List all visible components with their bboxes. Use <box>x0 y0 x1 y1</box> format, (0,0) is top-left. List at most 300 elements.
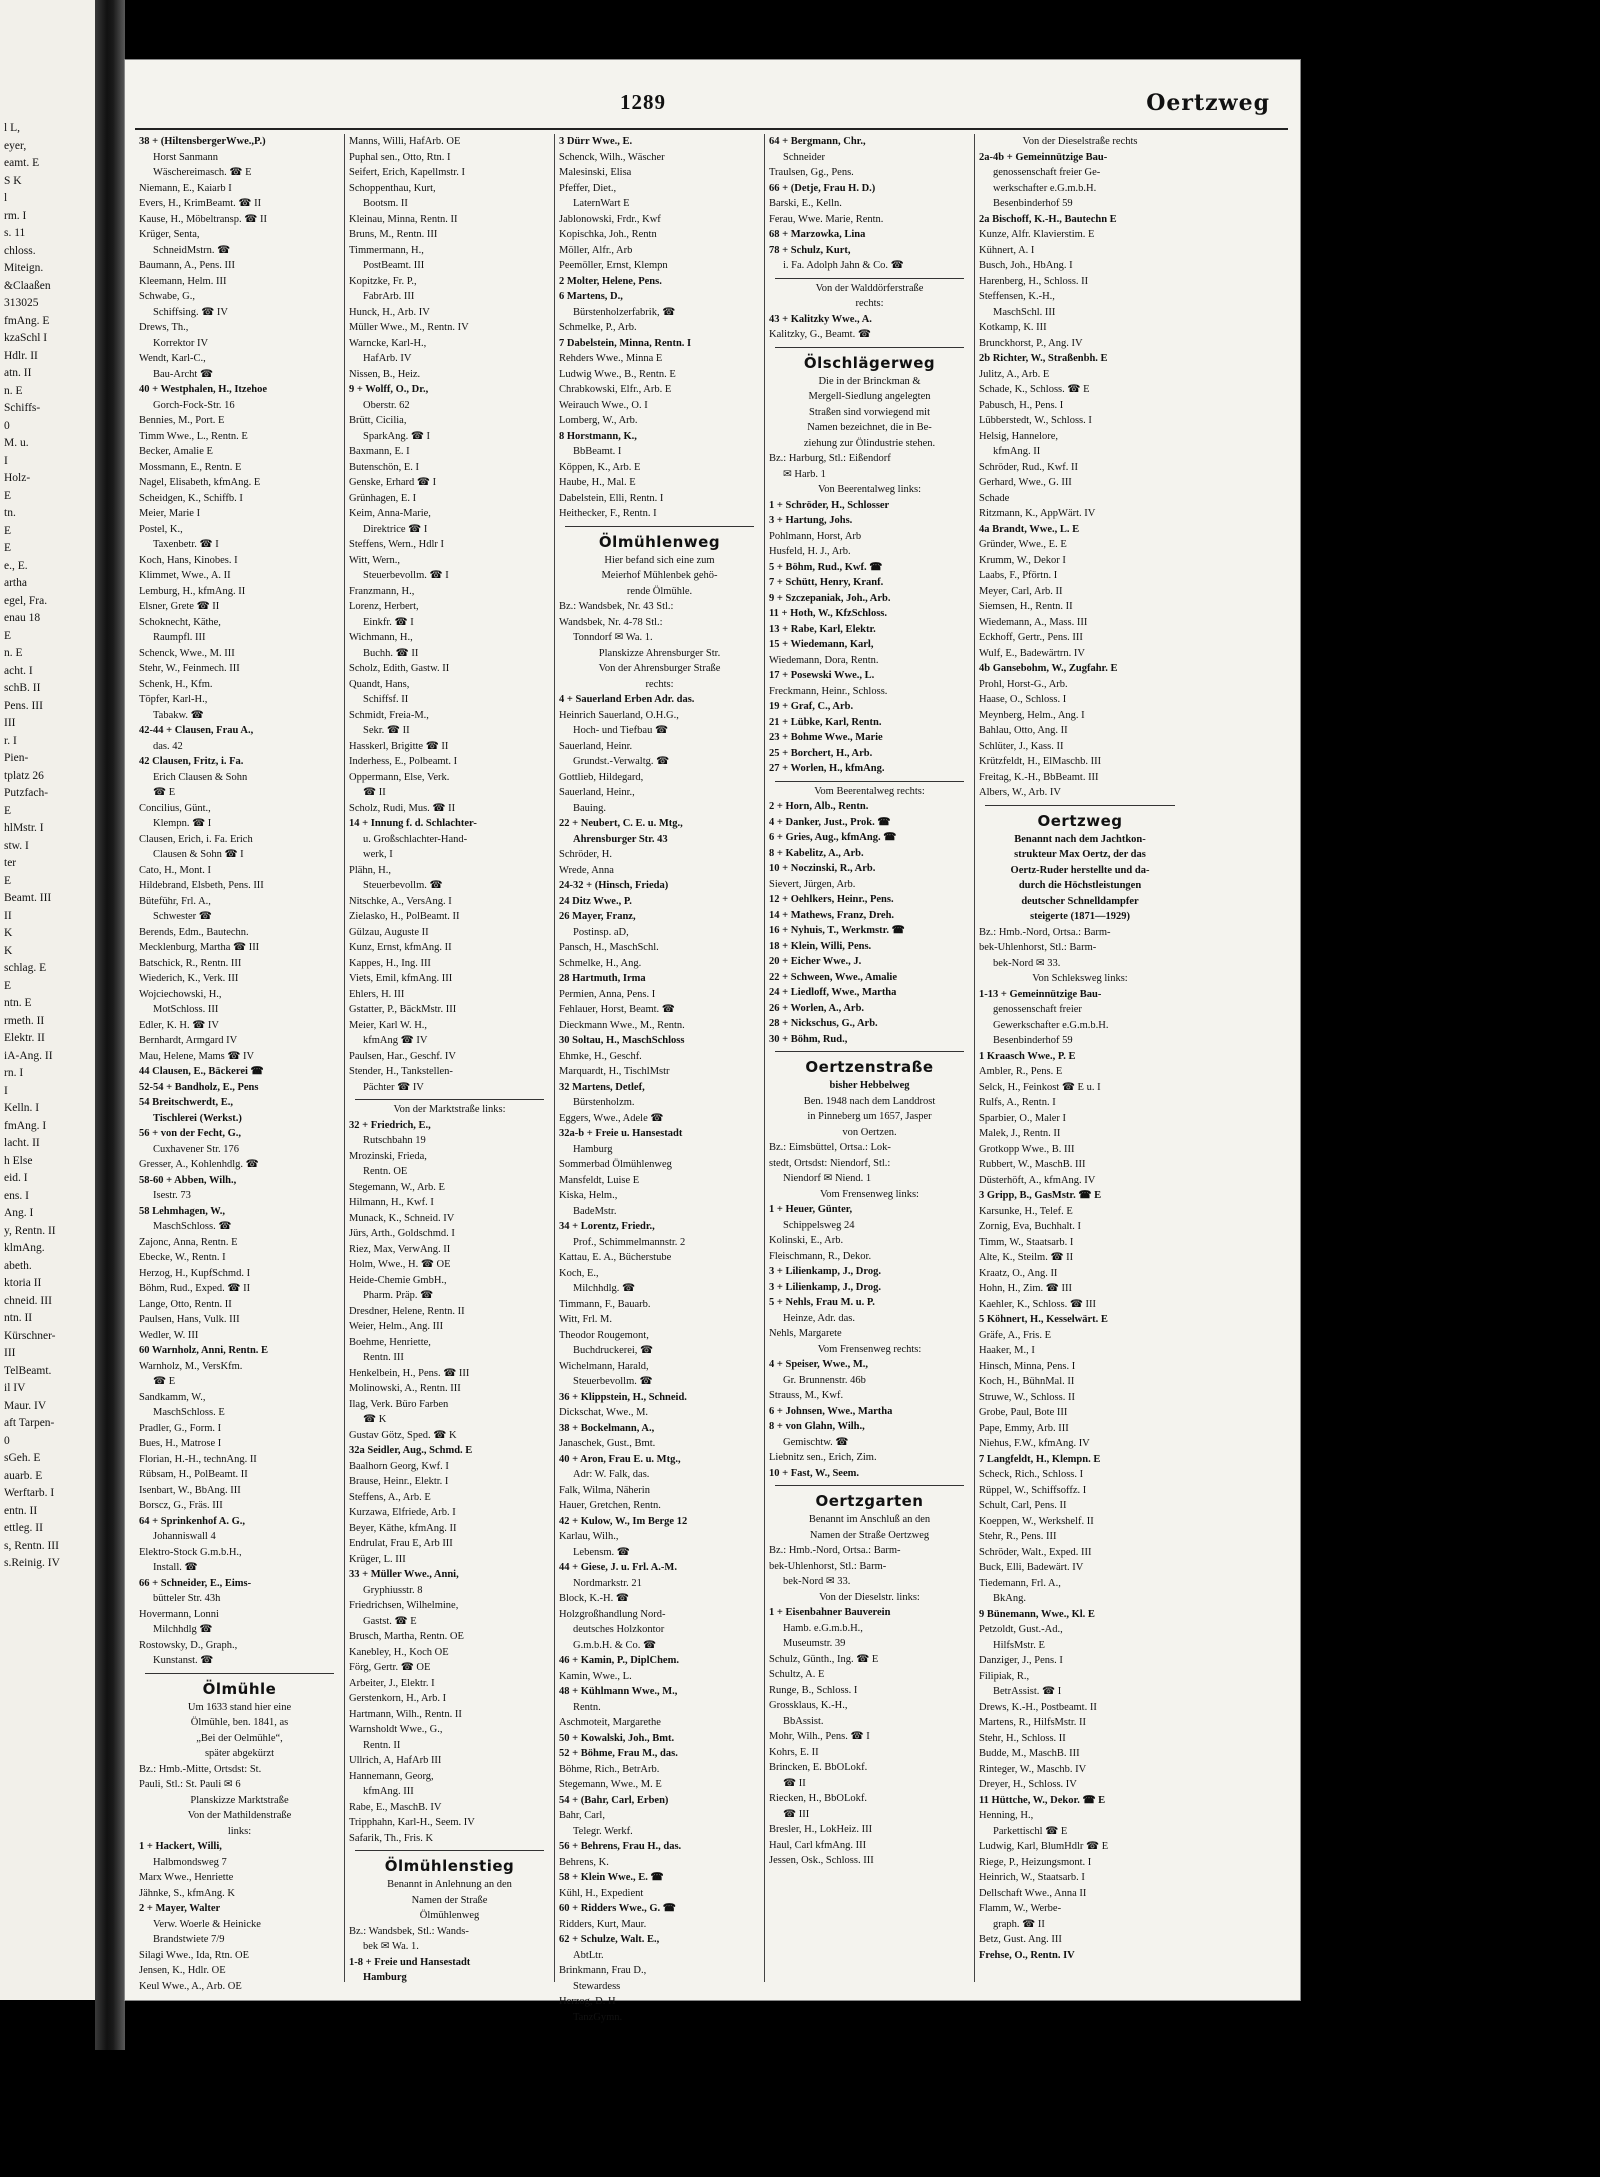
address-entry-header: 4 + Speiser, Wwe., M., <box>769 1359 869 1370</box>
section-divider <box>775 781 964 782</box>
directory-entry: Kühnert, A. I <box>979 244 1035 256</box>
address-entry-header: 26 + Worlen, A., Arb. <box>769 1002 865 1014</box>
directory-entry: Bz.: Wandsbek, Nr. 43 Stl.: <box>559 601 674 612</box>
directory-entry: kfmAng. III <box>363 1786 414 1797</box>
left-page-line: auarb. E <box>4 1469 43 1482</box>
directory-entry: Riecken, H., BbOLokf. <box>769 1793 867 1804</box>
left-page-line: stw. I <box>4 839 29 852</box>
directory-entry: Benannt im Anschluß an den <box>808 1514 931 1525</box>
directory-entry: Mau, Helene, Mams ☎ IV <box>139 1050 255 1062</box>
address-entry-header: 32 Martens, Detlef, <box>559 1081 645 1093</box>
directory-entry: Isestr. 73 <box>153 1190 191 1201</box>
directory-entry: Laabs, F., Pförtn. I <box>979 570 1058 581</box>
left-page-line: eyer, <box>4 139 27 152</box>
directory-entry: Weirauch Wwe., O. I <box>559 399 648 411</box>
address-entry-header: durch die Höchstleistungen <box>1018 880 1142 891</box>
directory-page <box>125 60 1300 2023</box>
left-page-line: Hdlr. II <box>4 349 38 362</box>
address-entry-header: 6 Martens, D., <box>559 291 623 302</box>
directory-entry: Einkfr. ☎ I <box>363 616 414 628</box>
directory-entry: Bues, H., Matrose I <box>139 1438 222 1449</box>
directory-entry: Karlau, Wilh., <box>559 1531 619 1542</box>
left-page-line: n. E <box>4 384 23 397</box>
directory-entry: Planskizze Ahrensburger Str. <box>598 647 721 659</box>
address-entry-header: Ahrensburger Str. 43 <box>573 833 668 845</box>
left-page-line: ens. I <box>4 1189 29 1202</box>
address-entry-header: 7 + Schütt, Henry, Kranf. <box>769 577 884 588</box>
directory-entry: Henning, H., <box>979 1810 1034 1821</box>
directory-entry: Von Beerentalweg links: <box>817 484 922 495</box>
section-divider <box>775 1051 964 1052</box>
directory-entry: Rubbert, W., MaschB. III <box>979 1159 1086 1170</box>
directory-entry: bek-Uhlenhorst, Stl.: Barm- <box>979 942 1097 953</box>
directory-entry: Nitschke, A., VersAng. I <box>349 895 452 907</box>
directory-entry: Schenk, H., Kfm. <box>139 678 213 690</box>
directory-entry: Bernhardt, Armgard IV <box>139 1035 238 1046</box>
left-page-line: S K <box>4 174 22 187</box>
street-title: Oertzweg <box>1037 811 1123 830</box>
left-page-line: ntn. II <box>4 1312 33 1324</box>
directory-entry: rechts: <box>645 678 674 690</box>
directory-entry: Brunckhorst, P., Ang. IV <box>979 337 1083 349</box>
directory-entry: Scholz, Edith, Gastw. II <box>349 663 450 674</box>
directory-entry: ☎ K <box>363 1414 387 1425</box>
left-page-line: tplatz 26 <box>4 769 44 782</box>
directory-entry: rechts: <box>855 298 884 309</box>
address-entry-header: 22 + Schween, Wwe., Amalie <box>769 971 897 983</box>
directory-entry: Benannt in Anlehnung an den <box>387 1879 512 1890</box>
left-page-line: Maur. IV <box>4 1399 47 1412</box>
directory-entry: Freitag, K.-H., BbBeamt. III <box>979 771 1099 783</box>
left-page-line: s.Reinig. IV <box>4 1557 60 1569</box>
address-entry-header: 38 + (HiltensbergerWwe.,P.) <box>139 136 266 147</box>
directory-entry: Zornig, Eva, Buchhalt. I <box>979 1221 1082 1232</box>
directory-entry: werk, I <box>363 849 393 860</box>
directory-entry: Puphal sen., Otto, Rtn. I <box>349 151 451 163</box>
address-entry-header: 1 + Schröder, H., Schlosser <box>769 499 890 511</box>
directory-entry: Niendorf ✉ Niend. 1 <box>783 1173 872 1184</box>
directory-entry: Direktrice ☎ I <box>363 523 428 535</box>
directory-entry: BetrAssist. ☎ I <box>993 1686 1062 1697</box>
directory-entry: Sauerland, Heinr., <box>559 787 635 798</box>
address-entry-header: 32a-b + Freie u. Hansestadt <box>559 1128 683 1139</box>
directory-entry: Parkettischl ☎ E <box>993 1825 1068 1837</box>
left-page-line: chloss. <box>4 244 36 257</box>
directory-entry: bek-Nord ✉ 33. <box>783 1576 851 1587</box>
address-entry-header: steigerte (1871—1929) <box>1029 911 1130 922</box>
directory-entry: Rostowsky, D., Graph., <box>139 1639 238 1651</box>
left-page-line: rmeth. II <box>4 1014 45 1027</box>
directory-entry: Prohl, Horst-G., Arb. <box>979 678 1068 690</box>
directory-entry: Scheidgen, K., Schiffb. I <box>139 492 243 504</box>
directory-entry: Wiedemann, A., Mass. III <box>979 616 1088 628</box>
directory-entry: TanzGymn. <box>573 2011 623 2023</box>
address-entry-header: 6 + Gries, Aug., kfmAng. ☎ <box>769 832 897 843</box>
directory-entry: G.m.b.H. & Co. ☎ <box>573 1639 657 1651</box>
left-page-line: kzaSchl I <box>4 332 48 344</box>
directory-entry: Ben. 1948 nach dem Landdrost <box>803 1095 936 1107</box>
directory-entry: Ludwig Wwe., B., Rentn. E <box>559 368 676 380</box>
directory-entry: Milchhdlg. ☎ <box>573 1283 636 1294</box>
directory-entry: Jessen, Osk., Schloss. III <box>769 1855 874 1866</box>
address-entry-header: 56 + von der Fecht, G., <box>139 1128 242 1139</box>
section-divider <box>355 1850 544 1851</box>
directory-entry: Mecklenburg, Martha ☎ III <box>139 942 260 953</box>
left-page-line: Kürschner- <box>4 1329 56 1342</box>
directory-entry: Schenck, Wwe., M. III <box>139 647 235 659</box>
directory-entry: Jähnke, S., kfmAng. K <box>139 1887 235 1899</box>
section-divider <box>355 1099 544 1100</box>
address-entry-header: 3 Dürr Wwe., E. <box>559 136 633 147</box>
address-entry-header: 4 + Danker, Just., Prok. ☎ <box>769 816 891 828</box>
directory-entry: Cato, H., Mont. I <box>139 864 212 876</box>
left-page-line: ettleg. II <box>4 1522 43 1534</box>
address-entry-header: 3 + Lilienkamp, J., Drog. <box>769 1266 881 1277</box>
directory-entry: Krüger, L. III <box>349 1553 406 1565</box>
directory-entry: Kause, H., Möbeltransp. ☎ II <box>139 213 267 225</box>
directory-entry: Klimmet, Wwe., A. II <box>139 570 231 581</box>
directory-entry: Von der Mathildenstraße <box>187 1810 292 1821</box>
directory-entry: Namen bezeichnet, die in Be- <box>807 422 932 433</box>
directory-entry: Die in der Brinckman & <box>818 375 921 387</box>
directory-entry: Warncke, Karl-H., <box>349 337 427 349</box>
directory-entry: Korrektor IV <box>153 337 209 349</box>
address-entry-header: 28 + Nickschus, G., Arb. <box>769 1018 878 1029</box>
directory-entry: Genske, Erhard ☎ I <box>349 477 437 488</box>
directory-entry: Nagel, Elisabeth, kfmAng. E <box>139 477 261 488</box>
address-entry-header: 1-13 + Gemeinnützige Bau- <box>979 988 1102 1000</box>
left-page-line: sGeh. E <box>4 1452 41 1464</box>
directory-entry: Haul, Carl kfmAng. III <box>769 1839 867 1851</box>
running-header-street: Oertzweg <box>1146 90 1270 116</box>
street-title: Oertzgarten <box>815 1492 924 1510</box>
directory-entry: Hovermann, Lonni <box>139 1608 219 1620</box>
directory-entry: Warnsholdt Wwe., G., <box>349 1724 443 1735</box>
directory-entry: Keim, Anna-Marie, <box>349 508 431 519</box>
directory-entry: Brusch, Martha, Rentn. OE <box>349 1631 464 1642</box>
left-page-line: klmAng. <box>4 1242 45 1254</box>
left-page-line: M. u. <box>4 437 29 449</box>
directory-entry: Ridders, Kurt, Maur. <box>559 1918 647 1930</box>
directory-entry: Stehr, R., Pens. III <box>979 1531 1057 1542</box>
left-page-line: II <box>4 909 12 922</box>
directory-entry: Besenbinderhof 59 <box>993 1035 1073 1046</box>
directory-entry: Dieckmann Wwe., M., Rentn. <box>559 1019 685 1031</box>
directory-entry: Tiedemann, Frl. A., <box>979 1577 1061 1589</box>
address-entry-header: 8 + Kabelitz, A., Arb. <box>769 847 864 859</box>
directory-entry: ☎ II <box>363 787 386 798</box>
directory-entry: Paulsen, Hans, Vulk. III <box>139 1314 240 1325</box>
directory-entry: Warnholz, M., VersKfm. <box>139 1360 243 1372</box>
left-page-line: iA-Ang. II <box>4 1049 53 1062</box>
directory-entry: Mergell-Siedlung angelegten <box>808 391 931 402</box>
address-entry-header: 64 + Bergmann, Chr., <box>769 136 866 147</box>
directory-entry: Postinsp. aD, <box>573 926 629 938</box>
address-entry-header: 3 Gripp, B., GasMstr. ☎ E <box>979 1190 1102 1201</box>
directory-entry: Kleinau, Minna, Rentn. II <box>349 213 458 225</box>
directory-entry: Schade <box>979 492 1010 504</box>
directory-entry: Hilmann, H., Kwf. I <box>349 1197 434 1208</box>
directory-entry: Edler, K. H. ☎ IV <box>139 1019 220 1031</box>
directory-entry: MotSchloss. III <box>153 1004 219 1015</box>
directory-entry: Nehls, Margarete <box>769 1328 842 1339</box>
column-5 <box>975 134 1185 1982</box>
left-page-line: y, Rentn. II <box>4 1224 56 1237</box>
address-entry-header: 40 + Aron, Frau E. u. Mtg., <box>559 1453 681 1465</box>
directory-entry: Bauing. <box>573 802 606 814</box>
directory-entry: Permien, Anna, Pens. I <box>559 988 656 1000</box>
address-entry-header: 28 Hartmuth, Irma <box>559 973 646 984</box>
directory-entry: Stender, H., Tankstellen- <box>349 1066 453 1077</box>
directory-entry: Cuxhavener Str. 176 <box>153 1143 240 1155</box>
directory-entry: AbtLtr. <box>573 1949 604 1961</box>
left-page-line: ntn. E <box>4 997 32 1009</box>
address-entry-header: 78 + Schulz, Kurt, <box>769 244 851 256</box>
directory-entry: Janaschek, Gust., Bmt. <box>559 1438 656 1449</box>
directory-entry: Gerhard, Wwe., G. III <box>979 477 1072 488</box>
directory-entry: Sievert, Jürgen, Arb. <box>769 878 856 890</box>
directory-entry: Selck, H., Feinkost ☎ E u. I <box>979 1081 1101 1093</box>
directory-entry: Witt, Frl. M. <box>559 1314 612 1325</box>
left-page-line: 0 <box>4 419 10 432</box>
directory-entry: Haube, H., Mal. E <box>559 477 636 488</box>
directory-entry: Plähn, H., <box>349 864 391 876</box>
directory-entry: Vom Beerentalweg rechts: <box>814 785 925 797</box>
address-entry-header: 30 Soltau, H., MaschSchloss <box>559 1035 685 1046</box>
directory-entry: Rentn. <box>573 1701 601 1713</box>
address-entry-header: 23 + Bohme Wwe., Marie <box>769 732 883 743</box>
directory-entry: Bootsm. II <box>363 198 408 209</box>
directory-entry: Von der Dieselstr. links: <box>819 1591 920 1603</box>
directory-entry: Holm, Wwe., H. ☎ OE <box>349 1259 451 1270</box>
directory-entry: Kappes, H., Ing. III <box>349 957 431 969</box>
directory-entry: das. 42 <box>153 740 183 752</box>
left-page-line: eamt. E <box>4 157 40 169</box>
directory-entry: Mossmann, E., Rentn. E <box>139 461 242 473</box>
directory-entry: HilfsMstr. E <box>993 1639 1045 1651</box>
directory-entry: Fehlauer, Horst, Beamt. ☎ <box>559 1004 675 1015</box>
address-entry-header: 1 + Eisenbahner Bauverein <box>769 1607 891 1618</box>
directory-entry: Ebecke, W., Rentn. I <box>139 1252 226 1263</box>
directory-entry: BadeMstr. <box>573 1205 617 1217</box>
directory-entry: Krützfeldt, H., ElMaschb. III <box>979 756 1102 767</box>
directory-entry: Clausen & Sohn ☎ I <box>153 849 244 860</box>
directory-entry: Lomberg, W., Arb. <box>559 415 638 426</box>
directory-entry: Install. ☎ <box>153 1562 198 1573</box>
directory-entry: FabrArb. III <box>363 291 415 302</box>
street-title: Ölschlägerweg <box>803 353 936 372</box>
address-entry-header: 66 + Schneider, E., Eims- <box>139 1577 252 1589</box>
left-page-line: rn. I <box>4 1067 24 1079</box>
left-page-line: E <box>4 542 12 554</box>
column-1 <box>135 134 345 1992</box>
directory-entry: graph. ☎ II <box>993 1918 1045 1930</box>
directory-entry: ☎ III <box>783 1808 810 1820</box>
directory-entry: Ehmke, H., Geschf. <box>559 1050 642 1062</box>
address-entry-header: 24 Ditz Wwe., P. <box>559 895 632 907</box>
directory-entry: Pohlmann, Horst, Arb <box>769 530 862 542</box>
directory-entry: Lange, Otto, Rentn. II <box>139 1298 232 1310</box>
address-entry-header: Tischlerei (Werkst.) <box>153 1112 242 1124</box>
directory-entry: Rentn. II <box>363 1739 401 1751</box>
address-entry-header: 66 + (Detje, Frau H. D.) <box>769 182 876 194</box>
directory-entry: Jürs, Arth., Goldschmd. I <box>349 1228 455 1239</box>
directory-entry: Baalhorn Georg, Kwf. I <box>349 1460 449 1472</box>
address-entry-header: 22 + Neubert, C. E. u. Mtg., <box>559 818 683 829</box>
directory-entry: Weier, Helm., Ang. III <box>349 1321 444 1332</box>
directory-entry: Kanebley, H., Koch OE <box>349 1646 449 1658</box>
directory-entry: Dabelstein, Elli, Rentn. I <box>559 492 664 504</box>
address-entry-header: 11 + Hoth, W., KfzSchloss. <box>769 608 888 619</box>
directory-entry: Gresser, A., Kohlenhdlg. ☎ <box>139 1159 259 1170</box>
directory-entry: Gerstenkorn, H., Arb. I <box>349 1693 447 1704</box>
directory-entry: Gemischtw. ☎ <box>783 1436 849 1448</box>
directory-entry: Isenbart, W., BbAng. III <box>139 1484 241 1496</box>
address-entry-header: 26 Mayer, Franz, <box>559 911 636 922</box>
left-page-line: h Else <box>4 1154 33 1167</box>
directory-entry: MaschSchloss. E <box>153 1407 225 1418</box>
directory-entry: Stewardess <box>573 1980 621 1992</box>
directory-entry: Krumm, W., Dekor I <box>979 554 1066 566</box>
directory-entry: Eckhoff, Gertr., Pens. III <box>979 632 1083 643</box>
directory-entry: Riez, Max, VerwAng. II <box>349 1243 451 1255</box>
address-entry-header: 25 + Borchert, H., Arb. <box>769 747 873 759</box>
address-entry-header: 2 Molter, Helene, Pens. <box>559 275 662 287</box>
address-entry-header: strukteur Max Oertz, der das <box>1014 849 1146 860</box>
address-entry-header: 24-32 + (Hinsch, Frieda) <box>559 880 669 891</box>
directory-entry: Möller, Alfr., Arb <box>559 244 633 256</box>
directory-entry: Schoppenthau, Kurt, <box>349 182 436 194</box>
directory-entry: Stegemann, Wwe., M. E <box>559 1779 662 1790</box>
directory-entry: Schmelke, P., Arb. <box>559 322 637 333</box>
left-page-line: ter <box>4 857 17 869</box>
address-entry-header: 48 + Kühlmann Wwe., M., <box>559 1686 678 1697</box>
directory-entry: Baxmann, E. I <box>349 446 410 457</box>
directory-entry: Pächter ☎ IV <box>363 1081 424 1093</box>
directory-entry: Timmann, F., Bauarb. <box>559 1298 651 1310</box>
left-page-line: E <box>4 804 12 817</box>
directory-entry: Aschmoteit, Margarethe <box>559 1717 661 1728</box>
left-page-line: Elektr. II <box>4 1032 45 1044</box>
address-entry-header: 52 + Böhme, Frau M., das. <box>559 1748 678 1759</box>
directory-entry: Schultz, A. E <box>769 1669 825 1680</box>
directory-entry: Ambler, R., Pens. E <box>979 1066 1063 1077</box>
directory-entry: Oberstr. 62 <box>363 399 410 411</box>
directory-entry: Bürstenholzm. <box>573 1097 635 1108</box>
directory-entry: genossenschaft freier <box>993 1004 1082 1015</box>
directory-entry: Lemburg, H., kfmAng. II <box>139 585 246 597</box>
directory-entry: Wiederich, K., Verk. III <box>139 973 239 984</box>
directory-entry: Henkelbein, H., Pens. ☎ III <box>349 1367 470 1379</box>
directory-entry: Paulsen, Har., Geschf. IV <box>349 1050 457 1062</box>
left-page-line: atn. II <box>4 367 32 379</box>
directory-entry: Mansfeldt, Luise E <box>559 1174 640 1186</box>
directory-entry: Oppermann, Else, Verk. <box>349 771 450 783</box>
directory-entry: Elektro-Stock G.m.b.H., <box>139 1546 242 1558</box>
section-divider <box>775 278 964 279</box>
directory-entry: Sparbier, O., Maler I <box>979 1112 1067 1124</box>
directory-entry: Barski, E., Kelln. <box>769 198 842 209</box>
directory-entry: Wiedemann, Dora, Rentn. <box>769 654 879 666</box>
directory-entry: Bz.: Wandsbek, Stl.: Wands- <box>349 1925 469 1937</box>
address-entry-header: 4b Gansebohm, W., Zugfahr. E <box>979 663 1118 674</box>
address-entry-header: 7 Langfeldt, H., Klempn. E <box>979 1453 1101 1465</box>
directory-entry: Molinowski, A., Rentn. III <box>349 1383 461 1394</box>
address-entry-header: Frehse, O., Rentn. IV <box>979 1949 1075 1961</box>
directory-entry: Franzmann, H., <box>349 585 415 597</box>
directory-entry: Meier, Marie I <box>139 508 201 519</box>
columns <box>135 134 1290 2023</box>
directory-entry: Bahr, Carl, <box>559 1810 605 1821</box>
directory-entry: Schmelke, H., Ang. <box>559 957 642 969</box>
left-page-line: aft Tarpen- <box>4 1417 55 1429</box>
column-4 <box>765 134 975 1982</box>
directory-entry: Brincken, E. BbOLokf. <box>769 1762 868 1773</box>
directory-entry: Zajonc, Anna, Rentn. E <box>139 1236 238 1248</box>
directory-entry: Berends, Edm., Bautechn. <box>139 926 249 938</box>
address-entry-header: 6 + Johnsen, Wwe., Martha <box>769 1405 893 1417</box>
directory-entry: Wandsbek, Nr. 4-78 Stl.: <box>559 616 663 628</box>
directory-entry: Pansch, H., MaschSchl. <box>559 942 659 953</box>
directory-entry: Chrabkowski, Elfr., Arb. E <box>559 384 672 395</box>
directory-entry: Hunck, H., Arb. IV <box>349 306 430 318</box>
address-entry-header: 30 + Böhm, Rud., <box>769 1033 848 1045</box>
directory-entry: Böhme, Rich., BetrArb. <box>559 1763 660 1775</box>
directory-entry: Von der Ahrensburger Straße <box>598 663 721 674</box>
directory-entry: Timm Wwe., L., Rentn. E <box>139 430 248 442</box>
directory-entry: Struwe, W., Schloss. II <box>979 1391 1075 1403</box>
directory-entry: Kamin, Wwe., L. <box>559 1670 632 1682</box>
directory-entry: BbAssist. <box>783 1715 824 1727</box>
directory-entry: Albers, W., Arb. IV <box>979 787 1061 798</box>
directory-entry: Herzog, H., KupfSchmd. I <box>139 1267 251 1279</box>
directory-entry: Heinrich Sauerland, O.H.G., <box>559 709 679 721</box>
directory-entry: Dreyer, H., Schloss. IV <box>979 1779 1077 1790</box>
left-page-line: I <box>4 1084 8 1097</box>
address-entry-header: 16 + Nyhuis, T., Werkmstr. ☎ <box>769 925 905 936</box>
directory-entry: Sommerbad Ölmühlenweg <box>559 1159 672 1170</box>
left-page-line: Schiffs- <box>4 402 41 414</box>
left-page-line: il IV <box>4 1382 26 1394</box>
directory-entry: Kunz, Ernst, kfmAng. II <box>349 942 452 953</box>
address-entry-header: 3 + Lilienkamp, J., Drog. <box>769 1281 881 1293</box>
section-divider <box>985 805 1175 806</box>
directory-entry: Alte, K., Steilm. ☎ II <box>979 1252 1074 1263</box>
directory-entry: Drews, Th., <box>139 322 189 333</box>
address-entry-header: 58 Lehmhagen, W., <box>139 1205 226 1217</box>
address-entry-header: 10 + Fast, W., Seem. <box>769 1467 859 1479</box>
address-entry-header: 19 + Graf, C., Arb. <box>769 701 854 712</box>
directory-entry: Rentn. III <box>363 1352 404 1363</box>
directory-entry: Heithecker, F., Rentn. I <box>559 508 657 519</box>
directory-entry: Petzoldt, Gust.-Ad., <box>979 1624 1063 1635</box>
address-entry-header: 9 + Wolff, O., Dr., <box>349 384 429 395</box>
directory-entry: BbBeamt. I <box>573 446 622 457</box>
left-page-line: Kelln. I <box>4 1102 40 1114</box>
left-page-line: schB. II <box>4 682 41 694</box>
directory-entry: Seifert, Erich, Kapellmstr. I <box>349 167 466 178</box>
street-title: Ölmühlenstieg <box>384 1857 515 1875</box>
directory-entry: Behrens, K. <box>559 1856 609 1868</box>
directory-entry: Düsterhöft, A., kfmAng. IV <box>979 1174 1096 1186</box>
directory-entry: kfmAng ☎ IV <box>363 1035 428 1046</box>
left-page-line: 0 <box>4 1434 10 1447</box>
directory-entry: Harenberg, H., Schloss. II <box>979 275 1089 287</box>
directory-entry: Namen der Straße Oertzweg <box>809 1529 930 1541</box>
directory-entry: Stegemann, W., Arb. E <box>349 1181 445 1193</box>
address-entry-header: 60 Warnholz, Anni, Rentn. E <box>139 1345 269 1356</box>
address-entry-header: 56 + Behrens, Frau H., das. <box>559 1841 682 1852</box>
